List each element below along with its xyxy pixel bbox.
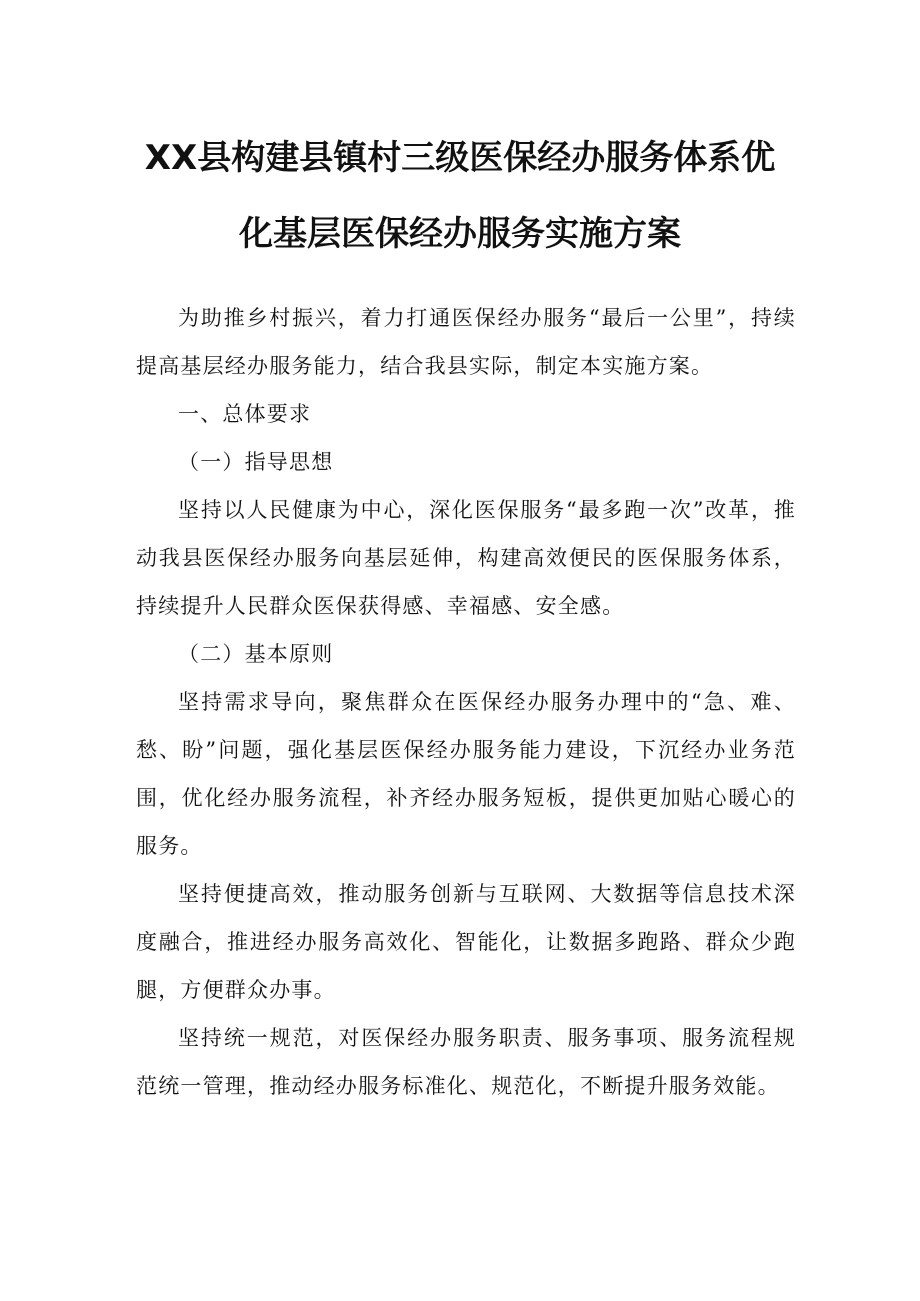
principle-paragraph-convenient-efficient: 坚持便捷高效，推动服务创新与互联网、大数据等信息技术深度融合，推进经办服务高效化、智能化，让数据多跑路、群众少跑腿，方便群众办事。 — [136, 882, 796, 1002]
subsection-heading-guiding-ideology: （一）指导思想 — [178, 450, 334, 474]
subsection-heading-basic-principles: （二）基本原则 — [178, 642, 334, 666]
document-title-line2: 化基层医保经办服务实施方案 — [239, 214, 681, 254]
document-title-line1: XX县构建县镇村三级医保经办服务体系优 — [144, 138, 776, 178]
document-body — [136, 294, 796, 1110]
principle-paragraph-demand-oriented: 坚持需求导向，聚焦群众在医保经办服务办理中的“急、难、愁、盼”问题，强化基层医保经办服务能力建设，下沉经办业务范围，优化经办服务流程，补齐经办服务短板，提供更加贴心暖心的服务。 — [136, 690, 796, 858]
intro-paragraph: 为助推乡村振兴，着力打通医保经办服务“最后一公里”，持续提高基层经办服务能力，结合我县实际，制定本实施方案。 — [136, 306, 796, 378]
principle-paragraph-unified-standard: 坚持统一规范，对医保经办服务职责、服务事项、服务流程规范统一管理，推动经办服务标准化、规范化，不断提升服务效能。 — [136, 1026, 796, 1098]
section-heading-overall-requirements: 一、总体要求 — [178, 402, 312, 426]
guiding-ideology-paragraph: 坚持以人民健康为中心，深化医保服务“最多跑一次”改革，推动我县医保经办服务向基层延伸，构建高效便民的医保服务体系，持续提升人民群众医保获得感、幸福感、安全感。 — [136, 498, 796, 618]
